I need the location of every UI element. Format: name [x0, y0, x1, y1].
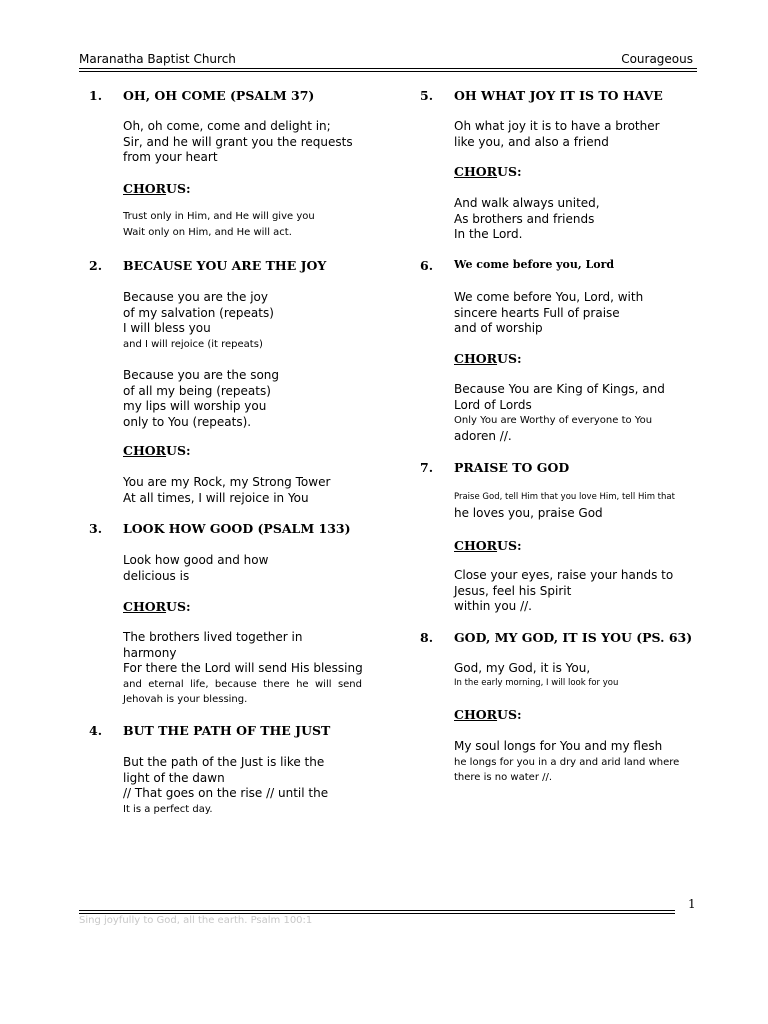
chorus-label-underlined: CHOR — [454, 164, 498, 179]
lyric-line: he loves you, praise God — [454, 506, 603, 520]
church-name: Maranatha Baptist Church — [79, 52, 236, 66]
lyric-line: only to You (repeats). — [123, 414, 252, 429]
lyric-line: Trust only in Him, and He will give you — [123, 211, 315, 222]
song-chorus — [454, 382, 665, 444]
chorus-label-rest: US: — [166, 443, 191, 458]
lyric-line: For there the Lord will send His blessing — [123, 661, 363, 675]
song-title-row — [89, 521, 379, 539]
song-title: OH WHAT JOY IT IS TO HAVE — [454, 88, 663, 103]
lyric-line: I will bless you — [123, 321, 211, 335]
song-title-row — [420, 460, 720, 478]
lyric-line: light of the dawn — [123, 770, 225, 785]
song-number: 3. — [89, 521, 103, 536]
chorus-label-underlined: CHOR — [123, 443, 167, 458]
song-2 — [89, 258, 379, 505]
song-number: 8. — [420, 630, 434, 645]
song-number: 5. — [420, 88, 434, 103]
song-chorus — [454, 739, 679, 786]
song-chorus — [454, 568, 673, 615]
lyric-line: The brothers lived together in — [123, 630, 303, 644]
song-title-row — [89, 88, 379, 106]
lyric-line: In the Lord. — [454, 227, 523, 241]
header-rule-bottom — [79, 71, 697, 72]
lyric-line: adoren //. — [454, 428, 512, 443]
song-1 — [89, 88, 379, 238]
chorus-label-rest: US: — [497, 164, 522, 179]
chorus-label-rest: US: — [497, 707, 522, 722]
song-verse — [454, 119, 660, 150]
lyric-line: But the path of the Just is like the — [123, 755, 325, 769]
footer-verse: Sing joyfully to God, all the earth. Psalm 100:1 — [79, 915, 313, 926]
lyric-line: Because You are King of Kings, and — [454, 382, 665, 396]
lyric-line: of all my being (repeats) — [123, 383, 271, 398]
lyric-line: from your heart — [123, 150, 218, 164]
chorus-label — [454, 538, 522, 553]
song-number: 6. — [420, 258, 434, 273]
page-header — [79, 52, 693, 68]
song-number: 2. — [89, 258, 103, 273]
song-verse — [123, 119, 353, 166]
song-8 — [420, 630, 720, 783]
song-chorus — [123, 209, 315, 241]
song-chorus — [454, 196, 600, 243]
lyric-line: and I will rejoice (it repeats) — [123, 338, 263, 350]
footer-rule-top — [79, 910, 675, 911]
lyric-line: Oh what joy it is to have a brother — [454, 119, 660, 133]
song-verse-1 — [123, 290, 274, 352]
song-chorus — [123, 475, 330, 506]
song-verse — [123, 755, 328, 817]
lyric-line: Praise God, tell Him that you love Him, tell Him that — [454, 492, 675, 502]
chorus-label-underlined: CHOR — [454, 538, 498, 553]
lyric-line: like you, and also a friend — [454, 134, 609, 149]
song-title-row — [89, 723, 379, 741]
lyric-line: within you //. — [454, 599, 532, 613]
lyric-line: harmony — [123, 645, 177, 660]
chorus-label-rest: US: — [166, 181, 191, 196]
song-number: 1. — [89, 88, 103, 103]
lyric-line: You are my Rock, my Strong Tower — [123, 475, 331, 489]
song-title: OH, OH COME (PSALM 37) — [123, 88, 315, 103]
lyric-line: Because you are the joy — [123, 290, 268, 304]
page-number: 1 — [688, 897, 696, 911]
lyric-line: At all times, I will rejoice in You — [123, 490, 309, 505]
chorus-label — [454, 351, 522, 366]
lyric-line: // That goes on the rise // until the — [123, 786, 329, 800]
song-verse — [454, 489, 675, 522]
lyric-line: In the early morning, I will look for you — [454, 677, 619, 688]
lyric-line: Jehovah is your blessing. — [123, 694, 248, 705]
lyric-line: sincere hearts Full of praise — [454, 305, 620, 320]
lyric-line: Close your eyes, raise your hands to — [454, 568, 674, 582]
lyric-line: God, my God, it is You, — [454, 661, 591, 675]
song-title: LOOK HOW GOOD (PSALM 133) — [123, 521, 351, 536]
chorus-label — [454, 164, 522, 179]
document-title: Courageous — [621, 52, 693, 66]
song-verse — [123, 553, 268, 584]
lyric-line: Sir, and he will grant you the requests — [123, 134, 353, 149]
lyric-line: Lord of Lords — [454, 397, 532, 412]
song-4 — [89, 723, 379, 815]
lyric-line: delicious is — [123, 568, 190, 583]
lyric-line: he longs for you in a dry and arid land where — [454, 756, 680, 768]
lyric-line: And walk always united, — [454, 196, 600, 210]
lyric-line: and of worship — [454, 321, 543, 335]
lyric-line: Look how good and how — [123, 553, 269, 567]
song-title-row — [420, 630, 720, 648]
song-title: GOD, MY GOD, IT IS YOU (PS. 63) — [454, 630, 693, 645]
chorus-label — [123, 181, 191, 196]
lyric-line: Because you are the song — [123, 368, 280, 382]
song-title-row — [420, 88, 720, 106]
chorus-label-underlined: CHOR — [454, 351, 498, 366]
song-title-row — [89, 258, 379, 276]
song-title-row — [420, 258, 720, 276]
lyric-line: my lips will worship you — [123, 399, 267, 413]
chorus-label — [123, 599, 191, 614]
song-chorus — [123, 630, 362, 708]
chorus-label — [123, 443, 191, 458]
song-5 — [420, 88, 720, 241]
chorus-label-rest: US: — [497, 538, 522, 553]
header-rule-top — [79, 68, 697, 69]
chorus-label-underlined: CHOR — [123, 181, 167, 196]
footer-rule-bottom — [79, 913, 675, 914]
song-verse — [454, 661, 618, 689]
lyric-line: Jesus, feel his Spirit — [454, 583, 572, 598]
lyric-line: Only You are Worthy of everyone to You — [454, 415, 653, 426]
song-title: BECAUSE YOU ARE THE JOY — [123, 258, 327, 273]
song-3 — [89, 521, 379, 705]
lyric-line: As brothers and friends — [454, 211, 595, 226]
song-6 — [420, 258, 720, 443]
song-number: 7. — [420, 460, 434, 475]
lyric-line: Oh, oh come, come and delight in; — [123, 119, 331, 133]
chorus-label-underlined: CHOR — [123, 599, 167, 614]
lyric-line: My soul longs for You and my flesh — [454, 739, 663, 753]
chorus-label — [454, 707, 522, 722]
chorus-label-rest: US: — [497, 351, 522, 366]
lyric-line: and eternal life, because there he will send — [123, 678, 362, 690]
chorus-label-rest: US: — [166, 599, 191, 614]
lyric-line: Wait only on Him, and He will act. — [123, 227, 292, 238]
song-7 — [420, 460, 720, 613]
song-number: 4. — [89, 723, 103, 738]
lyric-line: of my salvation (repeats) — [123, 305, 274, 320]
lyric-line: It is a perfect day. — [123, 803, 213, 815]
song-title: We come before you, Lord — [454, 258, 615, 271]
song-verse-2 — [123, 368, 279, 430]
lyric-line: We come before You, Lord, with — [454, 290, 644, 304]
song-verse — [454, 290, 643, 337]
song-title: BUT THE PATH OF THE JUST — [123, 723, 331, 738]
lyric-line: there is no water //. — [454, 772, 553, 783]
song-title: PRAISE TO GOD — [454, 460, 570, 475]
chorus-label-underlined: CHOR — [454, 707, 498, 722]
